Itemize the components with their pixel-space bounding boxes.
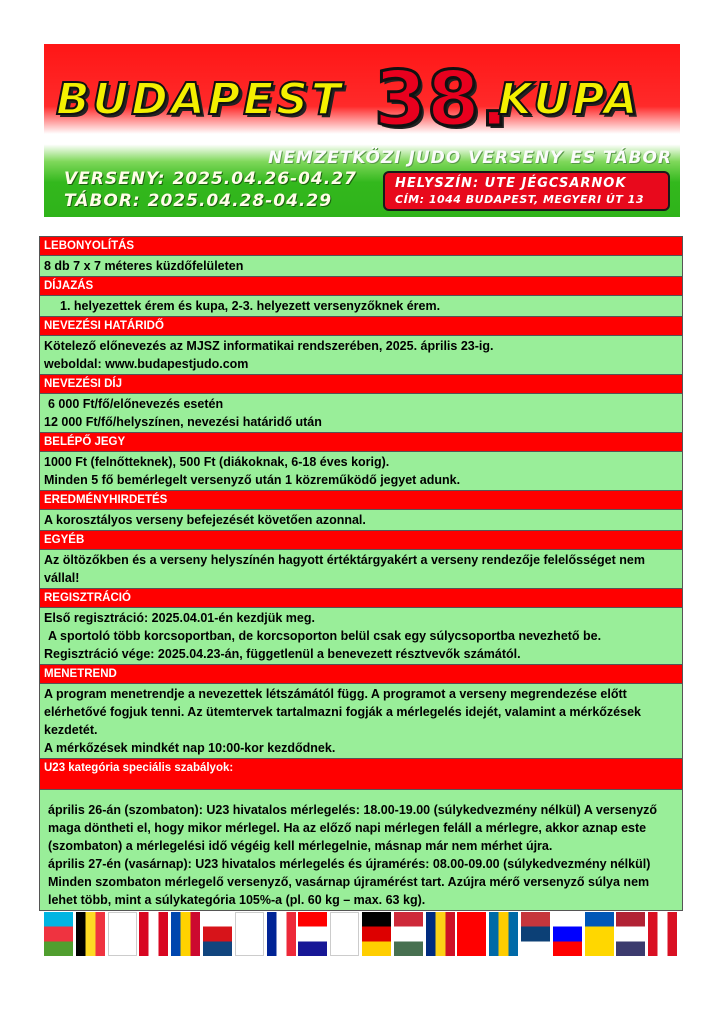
venue-name: HELYSZÍN: UTE JÉGCSARNOK — [395, 176, 627, 191]
section-line: 8 db 7 x 7 méteres küzdőfelületen — [44, 259, 244, 273]
canada-flag — [139, 912, 168, 956]
ukraine-flag — [585, 912, 614, 956]
event-banner — [44, 44, 680, 217]
section-body — [40, 510, 682, 531]
section-line: Minden 5 fő bemérlegelt versenyző után 1 közreműködő jegyet adunk. — [44, 473, 461, 487]
section-body — [40, 684, 682, 759]
section-header: BELÉPŐ JEGY — [40, 433, 682, 452]
section-line: Regisztráció vége: 2025.04.23-án, függetlenül a benevezett résztvevők számától. — [44, 647, 521, 661]
section-header: EGYÉB — [40, 531, 682, 550]
moldova-flag — [171, 912, 200, 956]
section-line: április 26-án (szombaton): U23 hivatalos mérlegelés: 18.00-19.00 (súlykedvezmény nélkül) A versenyző maga döntheti el, hogy mikor mérlegel. Ha az előző napi mérlegen feláll a mérlegre, akkor aznap este (szombaton) a mérlegelési idő végéig kell mérlegelnie, másnap már nem mérhet újra. — [48, 803, 658, 853]
czech-flag — [203, 912, 232, 956]
section-line: 6 000 Ft/fő/előnevezés esetén — [48, 397, 224, 411]
section-line: 12 000 Ft/fő/helyszínen, nevezési határidő után — [44, 415, 322, 429]
section-line: Kötelező előnevezés az MJSZ informatikai rendszerében, 2025. április 23-ig. — [44, 339, 494, 353]
section-line: A korosztályos verseny befejezését követően azonnal. — [44, 513, 366, 527]
section-body — [40, 550, 682, 589]
venue-box — [383, 171, 670, 211]
slovenia-flag — [553, 912, 582, 956]
section-header: NEVEZÉSI DÍJ — [40, 375, 682, 394]
title-budapest: BUDAPEST — [56, 74, 344, 125]
peru-flag — [648, 912, 677, 956]
section-line: 1. helyezettek érem és kupa, 2-3. helyezett versenyzőknek érem. — [60, 299, 441, 313]
country-flags — [44, 912, 680, 956]
section-header: REGISZTRÁCIÓ — [40, 589, 682, 608]
romania-flag — [426, 912, 455, 956]
section-body — [40, 608, 682, 665]
azerbaijan-flag — [44, 912, 73, 956]
event-dates — [64, 168, 357, 212]
section-body — [40, 394, 682, 433]
section-line: A program menetrendje a nevezettek létszámától függ. A programot a verseny megrendezése előtt elérhetővé fogjuk tenni. Az ütemtervek tartalmazni fogják a mérlegelés idejét, valamint a mérkőzések kezdetét. — [44, 687, 641, 737]
section-line: A mérkőzések mindkét nap 10:00-kor kezdődnek. — [44, 741, 336, 755]
section-header: DÍJAZÁS — [40, 277, 682, 296]
event-subtitle: NEMZETKÖZI JUDO VERSENY ES TÁBOR — [268, 148, 672, 168]
section-header: LEBONYOLÍTÁS — [40, 237, 682, 256]
section-header: MENETREND — [40, 665, 682, 684]
section-body — [40, 256, 682, 277]
section-header: EREDMÉNYHIRDETÉS — [40, 491, 682, 510]
sweden-flag — [489, 912, 518, 956]
info-table — [39, 236, 683, 911]
croatia-flag — [298, 912, 327, 956]
japan-flag — [235, 912, 264, 956]
belgium-flag — [76, 912, 105, 956]
section-body — [40, 336, 682, 375]
section-line: 1000 Ft (felnőtteknek), 500 Ft (diákoknak, 6-18 éves korig). — [44, 455, 390, 469]
title-number: 38. — [374, 54, 509, 143]
section-header: U23 kategória speciális szabályok: — [40, 759, 682, 790]
section-body — [40, 296, 682, 317]
usa-flag — [616, 912, 645, 956]
section-body — [40, 790, 682, 910]
venue-address: CÍM: 1044 BUDAPEST, MEGYERI ÚT 13 — [395, 193, 644, 206]
serbia-flag — [521, 912, 550, 956]
section-body — [40, 452, 682, 491]
cyprus-flag — [108, 912, 137, 956]
section-line: április 27-én (vasárnap): U23 hivatalos mérlegelés és újramérés: 08.00-09.00 (súlykedvezmény nélkül) Minden szombaton mérlegelő versenyző, vasárnap újramérést tart. Azújra mérő versenyző súlya nem lehet több, mint a súlykategória 105%-a (pl. 60 kg – max. 63 kg). — [48, 857, 651, 907]
germany-flag — [362, 912, 391, 956]
section-line: Első regisztráció: 2025.04.01-én kezdjük meg. — [44, 611, 315, 625]
competition-dates: VERSENY: 2025.04.26-04.27 — [64, 169, 357, 189]
france-flag — [267, 912, 296, 956]
israel-flag — [330, 912, 359, 956]
hungary-flag — [394, 912, 423, 956]
section-line: A sportoló több korcsoportban, de korcsoporton belül csak egy súlycsoportba nevezhető be. — [48, 629, 602, 643]
section-line: Az öltözőkben és a verseny helyszínén hagyott értéktárgyakért a verseny rendezője felelősséget nem vállal! — [44, 553, 645, 585]
camp-dates: TÁBOR: 2025.04.28-04.29 — [64, 191, 333, 211]
switzerland-flag — [457, 912, 486, 956]
title-kupa: KUPA — [498, 74, 641, 125]
website-text: weboldal: www.budapestjudo.com — [44, 357, 249, 371]
section-header: NEVEZÉSI HATÁRIDŐ — [40, 317, 682, 336]
